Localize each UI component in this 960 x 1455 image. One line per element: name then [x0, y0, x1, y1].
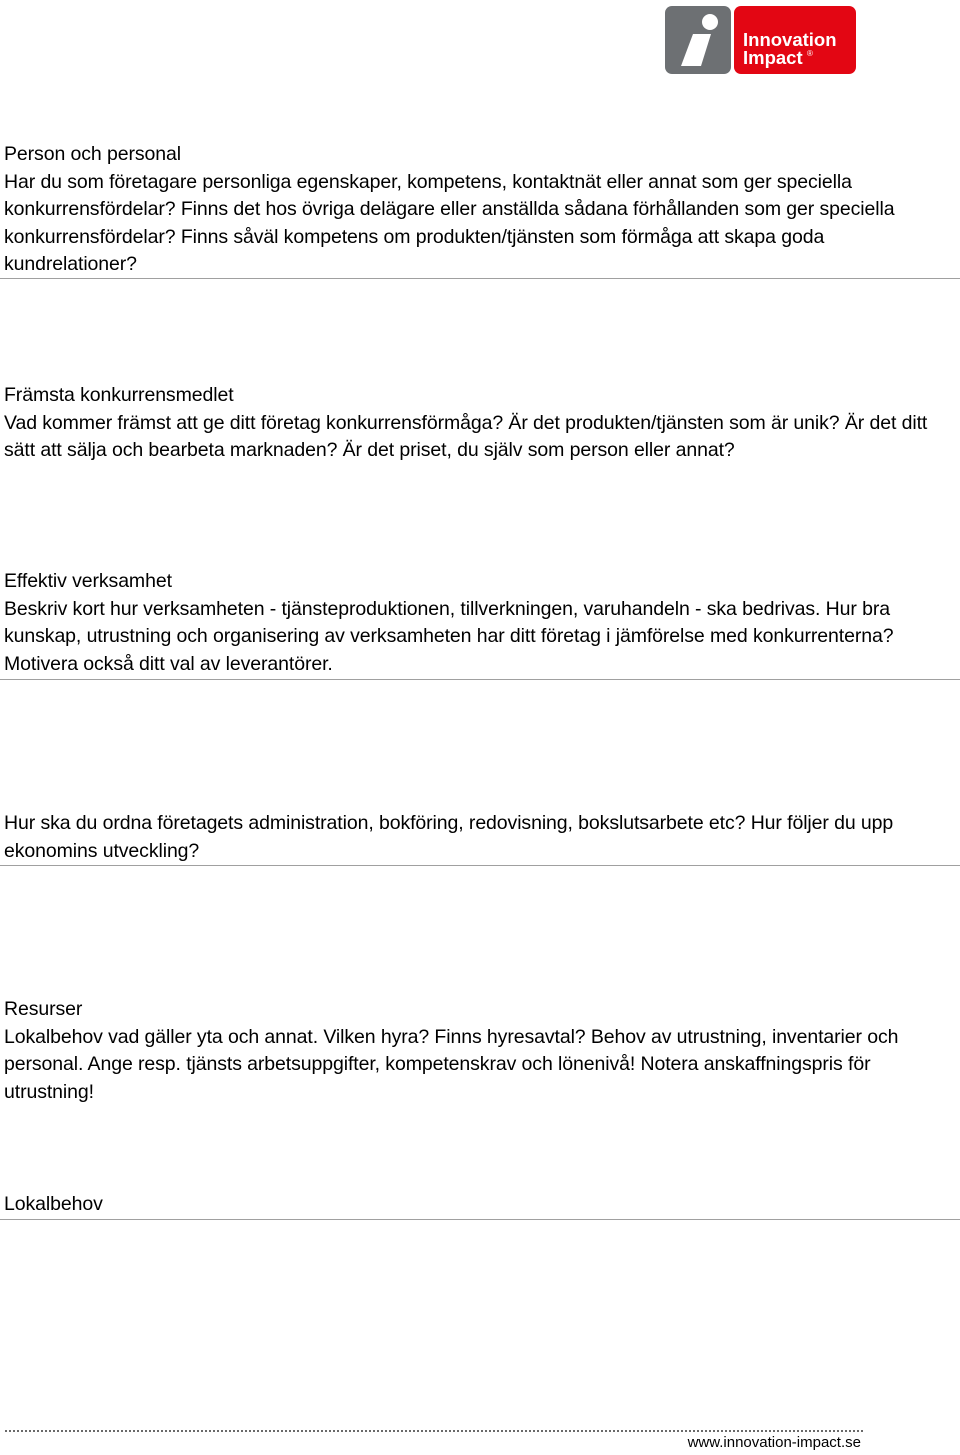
logo-line-1: Innovation — [743, 29, 837, 50]
section-person — [4, 141, 956, 279]
section-title: Främsta konkurrensmedlet — [4, 384, 234, 406]
innovation-impact-i-icon — [665, 6, 856, 74]
section-body: Hur ska du ordna företagets administration, bokföring, redovisning, bokslutsarbete etc? Hur följer du upp ekonomins utveckling? — [4, 812, 894, 862]
section-title: Resurser — [4, 998, 83, 1020]
footer-url: www.innovation-impact.se — [687, 1434, 861, 1451]
section-title: Lokalbehov — [4, 1193, 103, 1215]
section-divider — [0, 679, 960, 680]
logo-trademark: ® — [807, 49, 813, 58]
section-divider — [0, 865, 960, 866]
section-body: Lokalbehov vad gäller yta och annat. Vilken hyra? Finns hyresavtal? Behov av utrustning, inventarier och personal. Ange resp. tjänsts arbetsuppgifter, kompetenskrav och lönenivå! Notera anskaffningspris för utrustning! — [4, 1025, 899, 1103]
section-divider — [0, 278, 960, 279]
section-body: Beskriv kort hur verksamheten - tjänsteproduktionen, tillverkningen, varuhandeln - ska bedrivas. Hur bra kunskap, utrustning och organisering av verksamheten har ditt företag i jämförelse med konkurrenterna? Motivera också ditt val av leverantörer. — [4, 597, 894, 675]
section-body: Har du som företagare personliga egenskaper, kompetens, kontaktnät eller annat som ger speciella konkurrensfördelar? Finns det hos övriga delägare eller anställda sådana förhållanden som ger speciella konkurrensfördelar? Finns såväl kompetens om produkten/tjänsten som förmåga att skapa goda kundrelationer? — [4, 170, 895, 275]
section-title: Person och personal — [4, 143, 181, 165]
section-resurser — [4, 996, 956, 1106]
innovation-impact-logo — [665, 6, 856, 74]
logo-line-2: Impact — [743, 47, 803, 68]
section-verksamhet — [4, 568, 956, 678]
section-administration — [4, 810, 956, 865]
section-lokalbehov — [4, 1191, 956, 1219]
footer-divider — [5, 1430, 863, 1432]
section-body: Vad kommer främst att ge ditt företag konkurrensförmåga? Är det produkten/tjänsten som är unik? Är det ditt sätt att sälja och bearbeta marknaden? Är det priset, du själv som person eller annat? — [4, 411, 928, 461]
section-title: Effektiv verksamhet — [4, 570, 172, 592]
section-divider — [0, 1219, 960, 1220]
section-konkurrens — [4, 382, 956, 465]
